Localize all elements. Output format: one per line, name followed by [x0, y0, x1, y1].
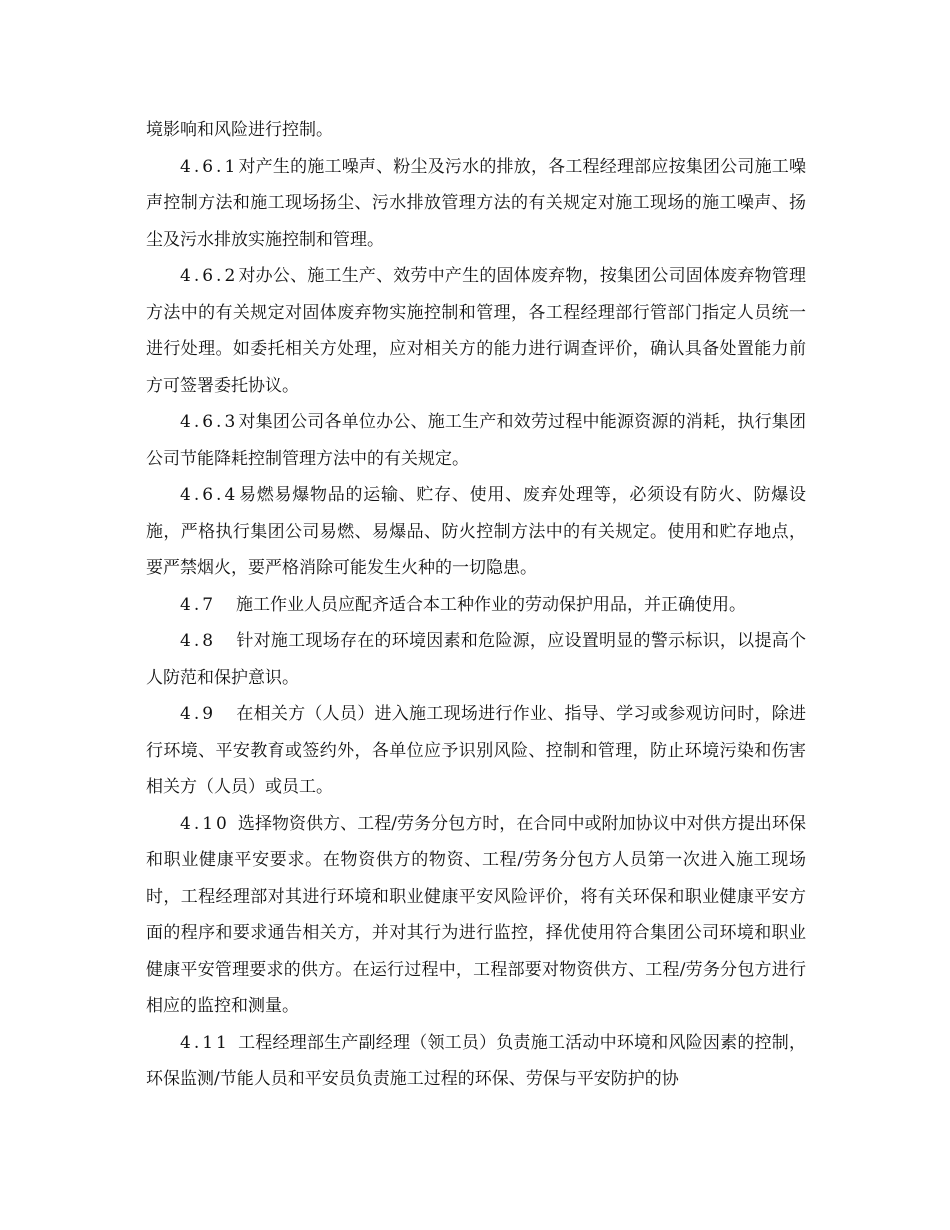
section-number: 4.6.2: [180, 266, 239, 286]
paragraph-continuation: [146, 112, 806, 149]
section-number: 4.10: [180, 813, 230, 834]
document-body: [146, 112, 806, 1098]
section-number: 4.11: [180, 1032, 230, 1053]
paragraph-4-11: [146, 1025, 806, 1098]
paragraph-4-7: [146, 587, 806, 624]
section-number: 4.8: [180, 631, 217, 651]
paragraph-text: 对办公、施工生产、效劳中产生的固体废弃物，按集团公司固体废弃物管理方法中的有关规定对固体废弃物实施控制和管理，各工程经理部行管部门指定人员统一进行处理。如委托相关方处理，应对相关方的能力进行调查评价，确认具备处置能力前方可签署委托协议。: [146, 266, 806, 396]
section-number: 4.6.3: [180, 412, 239, 432]
section-number: 4.6.4: [180, 485, 239, 505]
section-number: 4.6.1: [180, 156, 239, 177]
paragraph-text: 在相关方（人员）进入施工现场进行作业、指导、学习或参观访问时，除进行环境、平安教育或签约外，各单位应予识别风险、控制和管理，防止环境污染和伤害相关方（人员）或员工。: [146, 704, 806, 797]
paragraph-text: 工程经理部生产副经理（领工员）负责施工活动中环境和风险因素的控制，环保监测/节能人员和平安员负责施工过程的环保、劳保与平安防护的协: [146, 1032, 806, 1089]
section-number: 4.9: [180, 704, 217, 724]
paragraph-4-6-4: [146, 477, 806, 587]
paragraph-text: 施工作业人员应配齐适合本工种作业的劳动保护用品，并正确使用。: [236, 594, 747, 615]
paragraph-4-6-1: [146, 149, 806, 259]
paragraph-4-6-3: [146, 404, 806, 477]
paragraph-text: 针对施工现场存在的环境因素和危险源，应设置明显的警示标识，以提高个人防范和保护意识。: [146, 631, 806, 688]
paragraph-4-10: [146, 806, 806, 1025]
paragraph-text: 易燃易爆物品的运输、贮存、使用、废弃处理等，必须设有防火、防爆设施，严格执行集团公司易燃、易爆品、防火控制方法中的有关规定。使用和贮存地点，要严禁烟火，要严格消除可能发生火种的一切隐患。: [146, 485, 806, 578]
paragraph-text: 对产生的施工噪声、粉尘及污水的排放，各工程经理部应按集团公司施工噪声控制方法和施工现场扬尘、污水排放管理方法的有关规定对施工现场的施工噪声、扬尘及污水排放实施控制和管理。: [146, 156, 806, 250]
paragraph-4-9: [146, 696, 806, 806]
paragraph-4-6-2: [146, 258, 806, 404]
section-number: 4.7: [180, 594, 217, 615]
paragraph-text: 选择物资供方、工程/劳务分包方时，在合同中或附加协议中对供方提出环保和职业健康平安要求。在物资供方的物资、工程/劳务分包方人员第一次进入施工现场时，工程经理部对其进行环境和职业健康平安风险评价，将有关环保和职业健康平安方面的程序和要求通告相关方，并对其行为进行监控，择优使用符合集团公司环境和职业健康平安管理要求的供方。在运行过程中，工程部要对物资供方、工程/劳务分包方进行相应的监控和测量。: [146, 813, 806, 1016]
paragraph-text: 对集团公司各单位办公、施工生产和效劳过程中能源资源的消耗，执行集团公司节能降耗控制管理方法中的有关规定。: [146, 412, 806, 469]
paragraph-4-8: [146, 623, 806, 696]
paragraph-text: 境影响和风险进行控制。: [146, 120, 333, 140]
